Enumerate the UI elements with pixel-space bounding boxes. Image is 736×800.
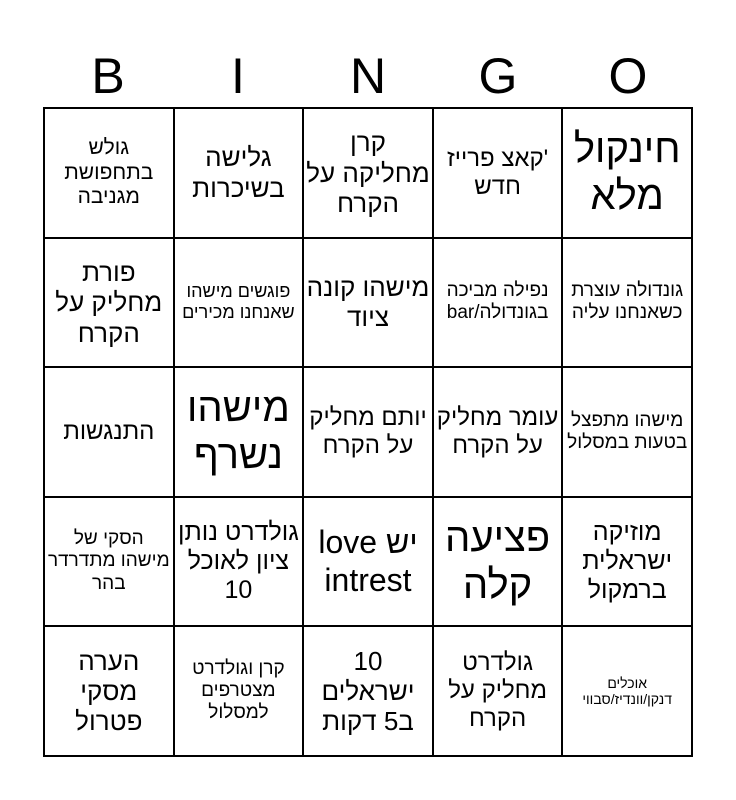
bingo-cell[interactable] [303, 497, 433, 627]
bingo-cell-text: יש love intrest [318, 524, 418, 598]
bingo-cell[interactable] [433, 238, 563, 368]
bingo-cell-text: גולדרט נותן ציון לאוכל 10 [178, 517, 299, 605]
bingo-cell[interactable] [44, 108, 174, 238]
bingo-cell[interactable] [303, 108, 433, 238]
bingo-cell-text: חינקול מלא [573, 127, 681, 218]
bingo-cell-text: יותם מחליק על הקרח [309, 403, 427, 459]
bingo-cell[interactable] [174, 238, 304, 368]
bingo-cell-text: אוכלים דנקן/וונדיז/סבווי [582, 674, 672, 708]
bingo-cell-text: גלישה בשיכרות [192, 142, 285, 203]
bingo-cell[interactable] [562, 497, 692, 627]
bingo-cell-text: התנגשות [63, 417, 155, 445]
bingo-cell[interactable] [433, 626, 563, 756]
bingo-header [43, 46, 693, 106]
bingo-cell-text: 10 ישראלים ב5 דקות [321, 645, 415, 737]
header-letter-g: G [478, 48, 518, 104]
bingo-cell[interactable] [562, 367, 692, 497]
bingo-cell-text: הסקי של מישהו מתדרדר בהר [47, 528, 170, 594]
bingo-cell[interactable] [433, 108, 563, 238]
bingo-grid [43, 107, 693, 757]
bingo-cell[interactable] [433, 497, 563, 627]
bingo-cell[interactable] [44, 497, 174, 627]
header-letter-n: N [349, 48, 387, 104]
bingo-cell[interactable] [174, 497, 304, 627]
bingo-cell[interactable] [174, 626, 304, 756]
bingo-cell-text: גולש בתחפושת מגניבה [64, 135, 154, 209]
bingo-cell-text: גונדולה עוצרת כשאנחנו עליה [571, 280, 684, 324]
bingo-cell[interactable] [433, 367, 563, 497]
bingo-cell-text: פורת מחליק על הקרח [55, 256, 163, 348]
bingo-cell[interactable] [562, 238, 692, 368]
header-letter-i: I [231, 48, 245, 104]
bingo-cell[interactable] [44, 367, 174, 497]
bingo-cell[interactable] [174, 367, 304, 497]
bingo-cell[interactable] [303, 626, 433, 756]
bingo-cell-text: מישהו מתפצל בטעות במסלול [567, 409, 688, 453]
bingo-cell-text: הערה מסקי פטרול [75, 645, 143, 737]
bingo-cell-text: גולדרט מחליק על הקרח [448, 649, 547, 733]
bingo-cell[interactable] [303, 367, 433, 497]
bingo-cell-text: 'קאצ פרייז חדש [446, 144, 549, 200]
bingo-cell[interactable] [562, 626, 692, 756]
header-letter-o: O [608, 48, 648, 104]
bingo-cell-text: פוגשים מישהו שאנחנו מכירים [182, 281, 295, 323]
bingo-cell[interactable] [44, 238, 174, 368]
bingo-cell-text: מישהו נשרף [186, 386, 290, 477]
bingo-cell-text: קרן וגולדרט מצטרפים למסלול [192, 657, 285, 724]
bingo-cell[interactable] [562, 108, 692, 238]
bingo-cell-text: נפילה מביכה בגונדולה/bar [446, 280, 549, 324]
bingo-cell-text: עומר מחליק על הקרח [436, 403, 559, 459]
bingo-cell[interactable] [303, 238, 433, 368]
bingo-cell-text: מישהו קונה ציוד [306, 271, 430, 333]
bingo-cell-text: קרן מחליקה על הקרח [306, 127, 430, 218]
bingo-cell[interactable] [174, 108, 304, 238]
bingo-cell-text: פציעה קלה [444, 515, 551, 607]
header-letter-b: B [91, 48, 125, 104]
bingo-cell[interactable] [44, 626, 174, 756]
bingo-cell-text: מוזיקה ישראלית ברמקול [582, 517, 673, 605]
